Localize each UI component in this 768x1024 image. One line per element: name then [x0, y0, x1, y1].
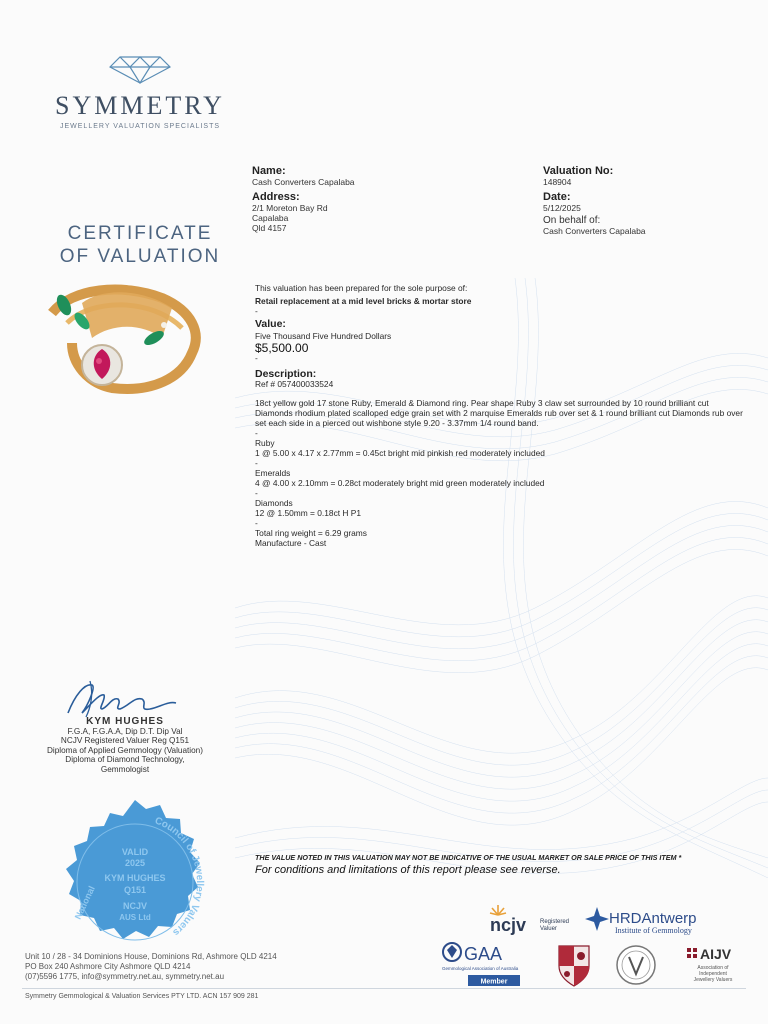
total-weight: Total ring weight = 6.29 grams: [255, 528, 367, 538]
address-line2: Capalaba: [252, 213, 289, 223]
footer-line1: Unit 10 / 28 - 34 Dominions House, Dominions Rd, Ashmore QLD 4214: [25, 952, 277, 961]
purpose-intro: This valuation has been prepared for the sole purpose of:: [255, 283, 468, 293]
client-info: [252, 165, 522, 233]
address-line3: Qld 4157: [252, 223, 287, 233]
valuer-line4: Diploma of Diamond Technology,: [65, 755, 185, 764]
footer-line3: (07)5596 1775, info@symmetry.net.au, symmetry.net.au: [25, 972, 225, 981]
valuer-line5: Gemmologist: [100, 764, 150, 774]
diamond-logo-icon: [105, 55, 175, 85]
client-name: Cash Converters Capalaba: [252, 177, 355, 187]
aijv-sub1: Association of: [697, 965, 729, 971]
valuation-no: 148904: [543, 177, 572, 187]
valuer-credentials: [20, 717, 230, 774]
value-words: Five Thousand Five Hundred Dollars: [255, 331, 392, 341]
certificate-title: [40, 222, 240, 268]
name-label: Name:: [252, 165, 286, 177]
signature: [60, 675, 180, 720]
certificate-title-line1: CERTIFICATE: [67, 223, 213, 244]
seal-ring-text-left: National: [72, 884, 97, 921]
valuer-line2: NCJV Registered Valuer Reg Q151: [60, 736, 190, 745]
diamonds-label: Diamonds: [255, 498, 293, 508]
ncjv-logo: [488, 901, 588, 937]
ring-photo: [42, 283, 202, 403]
value-label: Value:: [255, 318, 286, 330]
manufacture: Manufacture - Cast: [255, 538, 327, 548]
description-ref: Ref # 057400033524: [255, 379, 334, 389]
address-label: Address:: [252, 191, 300, 203]
valuation-date: 5/12/2025: [543, 203, 581, 213]
gaa-text: GAA: [464, 944, 503, 964]
valuation-info: [543, 165, 743, 236]
seal-l3: KYM HUGHES: [104, 873, 166, 883]
ncjv-sub1: Registered: [540, 919, 570, 925]
emeralds-label: Emeralds: [255, 468, 291, 478]
valuer-name: KYM HUGHES: [86, 716, 164, 727]
description-text: 18ct yellow gold 17 stone Ruby, Emerald & Diamond ring. Pear shape Ruby 3 claw set surrounded by 10 round brilliant cut Diamonds rhodium plated scalloped edge grain set with 2 marquise Emeralds rub over set & 1 round brilliant cut Diamonds rub over set each side in a pierced out wishbone style 9.20 - 3.37mm 1/4 round band.: [255, 398, 743, 428]
seal-l5: NCJV: [122, 901, 148, 911]
footer-address: [25, 952, 445, 982]
seal-l1: VALID: [121, 847, 149, 857]
date-label: Date:: [543, 191, 571, 203]
seal-ring-text: Council of Jewellery Valuers: [153, 815, 206, 938]
ncjv-seal: [50, 785, 220, 955]
behalf-label: On behalf of:: [543, 215, 601, 226]
footer-legal: Symmetry Gemmological & Valuation Services PTY LTD. ACN 157 909 281: [25, 993, 259, 1000]
aijv-text: AIJV: [700, 946, 732, 962]
valuer-line1: F.G.A, F.G.A.A, Dip D.T. Dip Val: [67, 726, 183, 736]
certificate-title-line2: OF VALUATION: [59, 246, 221, 267]
crest-logo-icon: [553, 940, 595, 988]
diamonds-detail: 12 @ 1.50mm = 0.18ct H P1: [255, 508, 362, 518]
aijv-logo: [683, 944, 743, 988]
ncjv-sub2: Valuer: [540, 926, 557, 932]
gaa-sub: Gemmological Association of Australia: [442, 966, 519, 971]
symmetry-logo: [40, 55, 240, 130]
description-label: Description:: [255, 368, 317, 380]
value-amount: $5,500.00: [255, 341, 309, 355]
gaa-logo: [440, 938, 530, 988]
valuation-no-label: Valuation No:: [543, 165, 614, 177]
footer-divider: [22, 988, 746, 989]
ruby-label: Ruby: [255, 438, 275, 448]
ncjv-text: ncjv: [490, 915, 527, 935]
seal-l6: AUS Ltd: [119, 913, 151, 922]
footer-line2: PO Box 240 Ashmore City Ashmore QLD 4214: [25, 962, 191, 971]
emeralds-detail: 4 @ 4.00 x 2.10mm = 0.28ct moderately bright mid green moderately included: [255, 478, 545, 488]
hrd-antwerp-logo: [585, 905, 755, 935]
valuer-line3: Diploma of Applied Gemmology (Valuation): [47, 745, 203, 755]
hrd-sub: Institute of Gemmology: [615, 926, 692, 935]
ruby-detail: 1 @ 5.00 x 4.17 x 2.77mm = 0.45ct bright mid pinkish red moderately included: [255, 448, 545, 458]
brand-tagline: JEWELLERY VALUATION SPECIALISTS: [59, 123, 221, 130]
valuer-badge-icon: [615, 944, 657, 986]
seal-l2: 2025: [124, 858, 146, 868]
brand-name: SYMMETRY: [55, 91, 225, 120]
valuation-body: This valuation has been prepared for the sole purpose of: Retail replacement at a mid level bricks & mortar store - Value: Five Thousand Five Hundred Dollars $5,500.00 - Description: Ref # 057400033524 18ct yellow gold 17 stone Ruby, Emerald & Diamond ring. Pear shape Ruby 3 claw set surrounded by 10 round brilliant cut Diamonds rhodium plated scalloped edge grain set with 2 marquise Emeralds rub over set & 1 round brilliant cut Diamonds rub over set each side in a pierced out wishbone style 9.20 - 3.37mm 1/4 round band. - Ruby 1 @ 5.00 x 4.17 x 2.77mm = 0.45ct bright mid pinkish red moderately included - Emeralds 4 @ 4.00 x 2.10mm = 0.28ct moderately bright mid green moderately included - Diamonds 12 @ 1.50mm = 0.18ct H P1 - Total ring weight = 6.29 grams Manufacture - Cast: [255, 283, 745, 548]
aijv-sub3: Jewellery Valuers: [693, 977, 733, 983]
address-line1: 2/1 Moreton Bay Rd: [252, 203, 328, 213]
behalf-name: Cash Converters Capalaba: [543, 226, 646, 236]
aijv-sub2: Independent: [699, 971, 727, 977]
disclaimer: THE VALUE NOTED IN THIS VALUATION MAY NOT BE INDICATIVE OF THE USUAL MARKET OR SALE PRICE OF THIS ITEM *: [255, 853, 682, 862]
gaa-member: Member: [480, 978, 508, 986]
seal-l4: Q151: [123, 885, 147, 895]
hrd-text: HRDAntwerp: [609, 910, 697, 927]
conditions-note: For conditions and limitations of this report please see reverse.: [255, 864, 561, 876]
purpose-text: Retail replacement at a mid level bricks & mortar store: [255, 296, 472, 306]
